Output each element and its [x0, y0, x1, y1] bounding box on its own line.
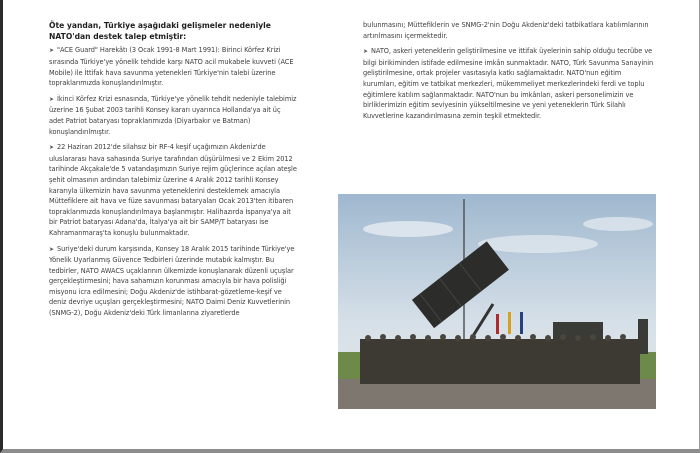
- right-column: [363, 20, 655, 126]
- list-item: [49, 45, 297, 88]
- cloud: [363, 221, 453, 237]
- continuation-text: bulunmasını; Müttefiklerin ve SNMG-2'nin Doğu Akdeniz'deki tatbikatlara katılımlarının artırılmasını içermektedir.: [363, 21, 649, 40]
- left-column: [49, 20, 297, 324]
- list-item: [49, 244, 297, 319]
- arrow-bullet-icon: ➤: [49, 95, 54, 103]
- list-item-text: NATO, askeri yeteneklerin geliştirilmesine ve ittifak üyelerinin sahip olduğu tecrübe ve bilgi birikiminden istifade edilmesine imkân sunmaktadır. NATO, Türk Savunma Sanayinin geliştirilmesine, ortak projeler vasıtasıyla katkı sağlamaktadır. NATO'nun eğitim kurumları, eğitim ve tatbikat merkezleri, mükemmeliyet merkezlerindeki ferdi ve toplu eğitimlere katılım sağlanmaktadır. NATO'nun bu imkânları, askeri personelimizin ve birliklerimizin eğitim seviyesinin yükseltilmesine ve yeni yeteneklerin Türk Silahlı Kuvvetlerine kazandırılmasına zemin teşkil etmektedir.: [363, 47, 654, 120]
- photo-illustration: [338, 194, 656, 409]
- list-item-text: Suriye'deki durum karşısında, Konsey 18 Aralık 2015 tarihinde Türkiye'ye Yönelik Uyarlanmış Güvence Tedbirleri üzerinde mutabık kalmıştır. Bu tedbirler, NATO AWACS uçaklarının ülkemizde konuşlanarak düzenli uçuşlar gerçekleştirmesini; hava sahamızın korunması amacıyla bir hava polisliği misyonu icra edilmesini; Doğu Akdeniz'de istihbarat-gözetleme-keşif ve deniz devriye uçuşları gerçekleştirmesini; NATO Daimi Deniz Kuvvetlerinin (SNMG-2), Doğu Akdeniz'deki Türk limanlarına ziyaretlerde: [49, 244, 295, 318]
- section-heading: Öte yandan, Türkiye aşağıdaki gelişmeler nedeniyle NATO'dan destek talep etmiştir:: [49, 21, 271, 42]
- flag-spain: [508, 312, 511, 334]
- distant-launcher: [638, 319, 648, 354]
- list-item-text: "ACE Guard" Harekâtı (3 Ocak 1991-8 Mart 1991): Birinci Körfez Krizi sırasında Türkiye'ye yönelik tehdide karşı NATO acil mukabele kuvveti (ACE Mobile) ile İttifak hava savunma yetenekleri Türkiye'nin talebi üzerine topraklarımızda konuşlandırılmıştır.: [49, 46, 294, 88]
- cloud: [583, 217, 653, 231]
- list-item: [49, 142, 297, 238]
- arrow-bullet-icon: ➤: [49, 47, 54, 55]
- arrow-bullet-icon: ➤: [49, 144, 54, 152]
- troops-formation: [360, 339, 640, 384]
- flag-turkey: [496, 314, 499, 334]
- arrow-bullet-icon: ➤: [363, 48, 368, 56]
- list-item-text: İkinci Körfez Krizi esnasında, Türkiye'ye yönelik tehdit nedeniyle talebimiz üzerine 16 Şubat 2003 tarihli Konsey kararı uyarınca Hollanda'ya ait üç adet Patriot bataryası topraklarımızda (Diyarbakır ve Batman) konuşlandırılmıştır.: [49, 94, 297, 136]
- list-item-text: 22 Haziran 2012'de silahsız bir RF-4 keşif uçağımızın Akdeniz'de uluslararası hava sahasında Suriye tarafından düşürülmesi ve 2 Ekim 2012 tarihinde Akçakale'de 5 vatandaşımızın Suriye rejim güçlerince açılan ateşle şehit olmasının ardından talebimiz üzerine 4 Aralık 2012 tarihli Konsey kararıyla ülkemizin hava savunma yeteneklerini desteklemek amacıyla Müttefiklere ait hava ve füze savunması bataryaları Ocak 2013'ten itibaren topraklarımızda konuşlandırılmaya başlanmıştır. Halihazırda İspanya'ya ait bir Patriot bataryası Adana'da, İtalya'ya ait bir SAMP/T bataryası ise Kahramanmaraş'ta konuşlu bulunmaktadır.: [49, 143, 297, 237]
- list-item: [49, 94, 297, 137]
- flag-nato: [520, 312, 523, 334]
- patriot-battery-photo: [338, 194, 656, 409]
- arrow-bullet-icon: ➤: [49, 245, 54, 253]
- list-item: [363, 46, 655, 121]
- cloud: [478, 235, 598, 253]
